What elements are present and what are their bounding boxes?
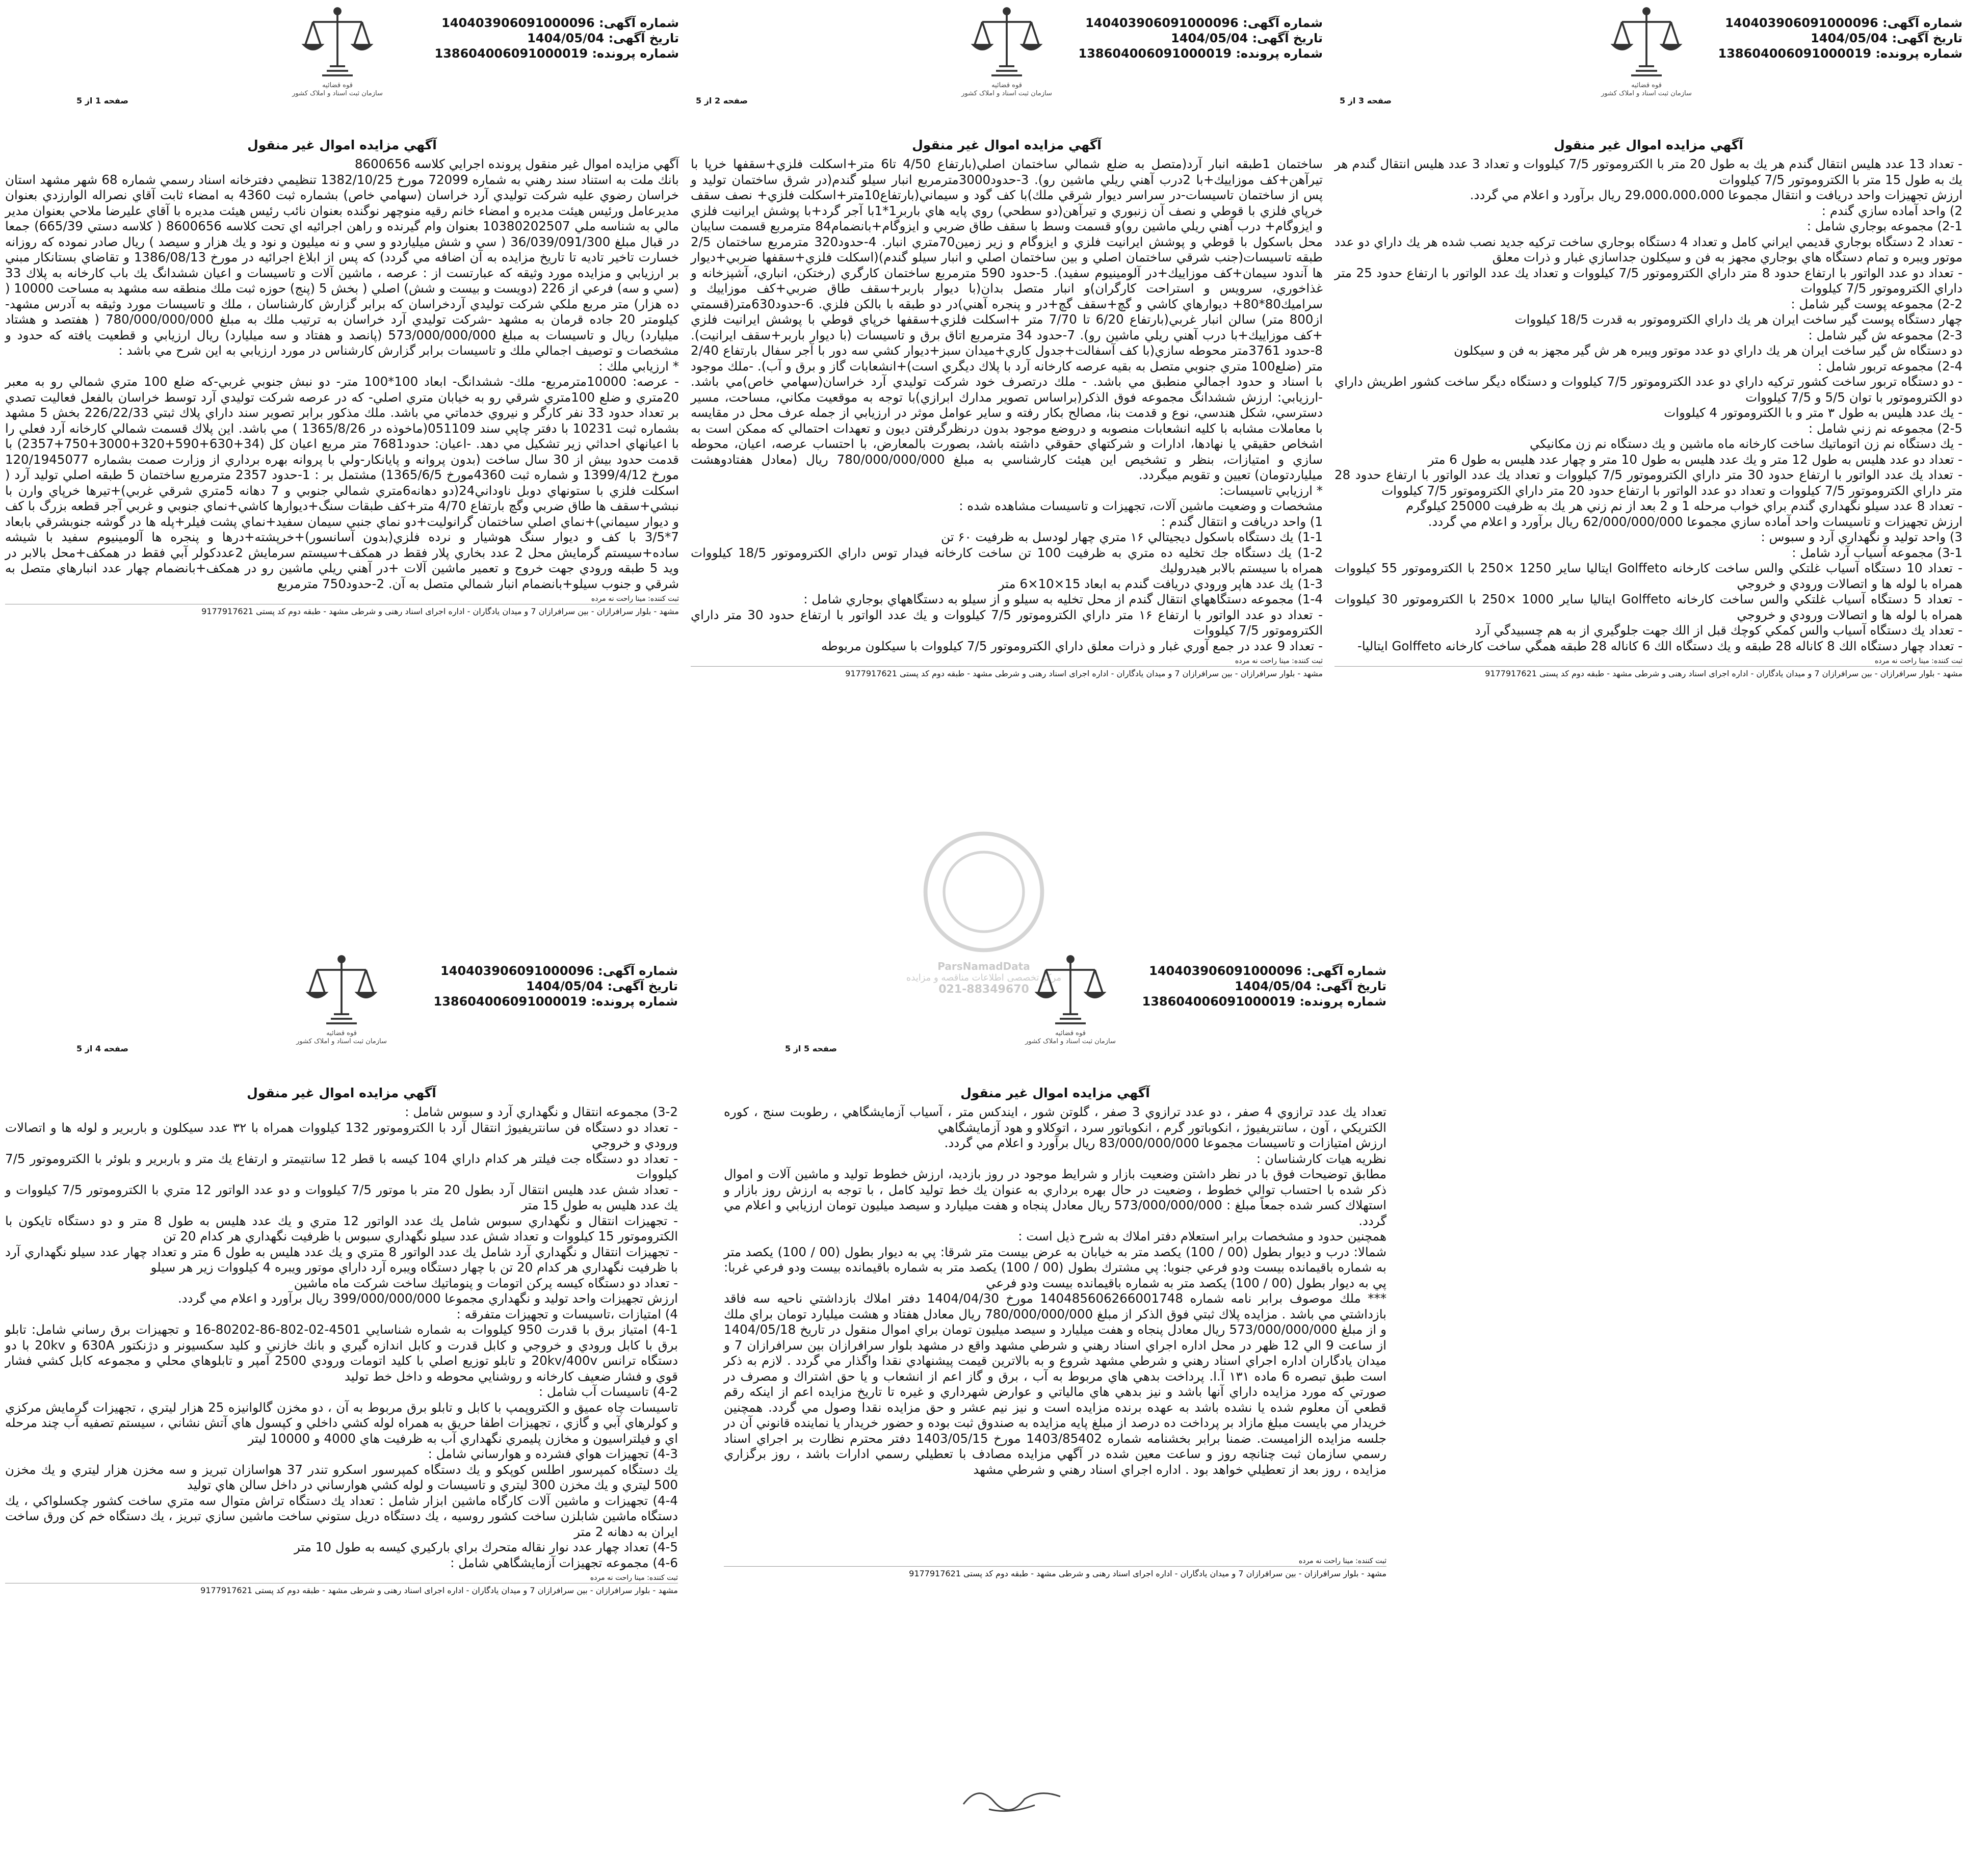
page-number: صفحه 5 از 5 — [785, 1044, 837, 1053]
ad-date: 1404/05/04 — [1235, 979, 1312, 993]
page-header — [691, 5, 1323, 138]
org-caption: سازمان ثبت اسناد و املاک کشور — [296, 1038, 387, 1045]
case-number: 138604006091000019 — [1718, 46, 1872, 61]
registrar-line: ثبت کننده: مینا راحت نه مرده — [590, 1574, 678, 1582]
page-body: - تعداد 13 عدد هليس انتقال گندم هر يك به طول 20 متر با الكتروموتور 7/5 كيلووات و تعداد 3 عدد هليس انتقال گندم هر يك به طول 15 متر با الكتروموتور 7/5 كيلووات ارزش تجهيزات واحد دريافت و انتقال مجموعا 29،000،000،000 ريال برآورد و اعلام مي گردد. 2) واحد آماده سازي گندم : 2-1) مجموعه بوجاري شامل : - تعداد 2 دستگاه بوجاري قديمي ايراني كامل و تعداد 4 دستگاه بوجاري ساخت تركيه جديد نصب شده هر يك داراي دو عدد موتور ويبره و تمام دستگاه هاي بوجاري مجهز به فن و سيكلون جداسازي غبار و ذرات معلق - تعداد دو عدد الواتور با ارتفاع حدود 8 متر داراي الكتروموتور 7/5 كيلووات و تعداد يك عدد الواتور با ارتفاع حدود 25 متر داراي الكتروموتور 7/5 كيلووات 2-2) مجموعه پوست گير شامل : چهار دستگاه پوست گير ساخت ايران هر يك داراي الكتروموتور به قدرت 18/5 كيلووات 2-3) مجموعه ش گير شامل : دو دستگاه ش گير ساخت ايران هر يك داراي دو عدد موتور ويبره هر ش گير مجهز به فن و سيكلون 2-4) مجموعه تربور شامل : - دو دستگاه تربور ساخت كشور تركيه داراي دو عدد الكتروموتور 7/5 كيلووات و دستگاه ديگر ساخت كشور اطريش داراي دو الكتروموتور با توان 5/5 و 7/5 كيلووات - يك عدد هليس به طول ۳ متر و با الكتروموتور 4 كيلووات 2-5) مجموعه نم زني شامل : - يك دستگاه نم زن اتوماتيك ساخت كارخانه ماه ماشين و يك دستگاه نم زن مكانيكي - تعداد دو عدد هليس به طول 12 متر و يك عدد هليس به طول 10 متر و چهار عدد هليس به طول 6 متر - تعداد يك عدد الواتور با ارتفاع حدود 30 متر داراي الكتروموتور 7/5 كيلووات و تعداد يك عدد الواتور با ارتفاع حدود 28 متر داراي الكتروموتور 7/5 كيلووات و تعداد دو عدد الواتور با ارتفاع حدود 20 متر داراي الكتروموتور 7/5 كيلووات - تعداد 8 عدد سيلو نگهداري گندم براي خواب مرحله 1 و 2 بعد از نم زني هر يك به ظرفيت 25000 كيلوگرم ارزش تجهيزات و تاسيسات واحد آماده سازي مجموعا 62/000/000/000 ريال برآورد و اعلام مي گردد. 3) واحد توليد و نگهداري آرد و سبوس : 3-1) مجموعه آسياب آرد شامل : - تعداد 10 دستگاه آسياب غلتكي والس ساخت كارخانه Golffeto ايتاليا ساير 1250 ×250 با الكتروموتور 55 كيلووات همراه با لوله ها و اتصالات ورودي و خروجي - تعداد 5 دستگاه آسياب غلتكي والس ساخت كارخانه Golffeto ايتاليا ساير 1000 ×250 با الكتروموتور 30 كيلووات همراه با لوله ها و اتصالات ورودي و خروجي - تعداد يك دستگاه آسياب والس كمكي كوچك قبل از الك جهت جلوگيري از به هم چسبيدگي آرد - تعداد چهار دستگاه الك 8 كاناله 28 طبقه و يك دستگاه الك 6 كاناله 28 طبقه همگي ساخت كارخانه Golffeto ايتاليا- — [1334, 156, 1963, 653]
watermark-seal-icon — [918, 826, 1050, 958]
case-number: 138604006091000019 — [1078, 46, 1232, 61]
signature-icon — [958, 1774, 1070, 1819]
page-body: آگهي مزايده اموال غير منقول پرونده اجرايي كلاسه 8600656 بانك ملت به استناد سند رهني به شماره 72099 مورخ 1382/10/25 تنظيمي دفترخانه اسناد رسمي شماره 68 شهر مشهد استان خراسان رضوي عليه شركت توليدي آرد خراسان (سهامي خاص) بشماره ثبت 4360 به امضاء ثابت آقاي نصراله الوارزدي بعنوان مديرعامل ورئيس هيئت مديره و امضاء خانم رقيه منوچهر نوگنده بعنوان نائب رئيس هيئت مديره با آقاي عليرضا ملاحي بعنوان مدير مالي به شناسه ملي 10380202507 بعنوان وام گيرنده و راهن اجرائيه اي تحت كلاسه 8600656 ( كلاسه دستي 665/39) جمعا در قبال مبلغ 36/039/091/300 ( سي و شش ميلياردو و سي و نه ميليون و نود و يك هزار و سيصد ) ريال صادر نموده كه روزانه خسارت تاخير تاديه تا تاريخ مزايده به آن اضافه مي گردد) كه پس از ابلاغ اجرائيه در مورخ 1386/08/13 و تقاضاي بستانكار مبني بر ارزيابي و مزايده مورد وثيقه كه عبارتست از : عرصه ، ماشين آلات و تاسيسات و اعيان ششدانگ يك باب كارخانه به پلاك 33 (سي و سه) فرعي از 226 (دويست و بيست و شش) اصلي ( بخش 5 (پنج) حوزه ثبت ملك منطقه سه مشهد به مساحت 10000 ( ده هزار) متر مربع ملكي شركت توليدي آردخراسان كه برابر گزارش كارشناسان ، ملك و تاسيسات مورد وثيقه به آدرس مشهد-كيلومتر 20 جاده قرمان به مشهد -شركت توليدي آرد خراسان به ترتيب ملك به مبلغ 780/000/000/000 ( هفتصد و هشتاد ميليارد) ريال و تاسيسات به مبلغ 573/000/000/000 (پانصد و هفتاد و سه ميليارد) ريال ارزيابي و قطعيت يافته كه حدود و مشخصات و توصيف اجمالي ملك و تاسيسات برابر گزارش كارشناس در مورد ارزيابي به اين شرح مي باشد : * ارزيابي ملك : - عرصه: 10000مترمربع- ملك- ششدانگ- ابعاد 100*100 متر- دو نبش جنوبي غربي-كه ضلع 100 متري شمالي رو به معبر 20متري و ضلع 100متري شرقي رو به خيابان متري اصلي- كه در عرصه شركت توليدي آرد توسط خراسان بالفعل فعاليت تصدي بر تعداد حدود 33 نفر كارگر و نيروي خدماتي مي باشد. ملك مذكور برابر تصوير سند داراي پلاك ثبتي 226/22/33 بخش 5 مشهد بشماره ثبت 10231 با دفتر چاپي سند 051109(ماخوذه در 1365/8/26 ) مي باشد. اين پلاك قسمت شمالي كارخانه آرد فعلي را با اعيانهاي احداثي زير تشكيل مي دهد. -اعيان: حدود7681 متر مربع اعيان كل (34+630+590+320+3000+750+2357) با قدمت حدود بيش از 30 سال ساخت (بدون پروانه و پايانكار-ولي با پروانه بهره برداري از وزارت صمت بشماره 120/1945077 مورخ 1399/4/12 و شماره ثبت 4360مورخ 1365/6/5) مشتمل بر : 1-حدود 2357 مترمربع ساختمان 5 طبقه اصلي توليد آرد ( اسكلت فلزي با ستونهاي دوبل ناوداني24(دو دهانه6متري شمالي جنوبي و 7 دهانه 5متري شرقي غربي)+تيرها خرپاي وارن با نبشي+سقف ها طاق ضربي وگچ بارتفاع 4/70 متر+كف طبقات سنگ+ديوارها كاشي+نماي جنوبي و غربي آجر قطعه بزرگ با كف و ديوار سيماني)+نماي اصلي ساختمان گرانوليت+دو نماي جنبي سيمان سفيد+نماي پشت فيلر+پله ها در گوشه جنوبشرقي بابعاد 7*3/5 با كف و ديوار سنگ هوشيار و نرده فلزي(بدون آسانسور)+خرپشته+درها و پنجره ها آلومينيوم سفيد با شيشه ساده+سيستم گرمايش محل 2 عدد بخاري پلار فقط در همكف+سيستم سرمايش 2عددكولر آبي فقط در همكف+محل بالابر در ويد 5 طبقه ورودي جهت خروج و تعمير ماشين آلات +در آهني ريلي ماشين رو در همكف+بانضمام چهار عدد انبارهاي متصل به شرقي و جنوب سيلو+بانضمام انبار شمالي متصل به آن. 2-حدود750 مترمربع — [5, 156, 679, 591]
page-header — [1334, 5, 1962, 138]
ad-number: 140403906091000096 — [440, 964, 594, 978]
judiciary-emblem — [956, 5, 1058, 112]
page-footer: مشهد - بلوار سرافرازان - بین سرافرازان 7 و میدان یادگاران - اداره اجرای اسناد رهنی و شرطی مشهد - طبقه دوم کد پستی 9177917621 — [1334, 666, 1962, 678]
page-number: صفحه 2 از 5 — [696, 96, 748, 105]
judiciary-emblem — [286, 5, 388, 112]
page-header — [5, 953, 678, 1086]
page-footer: مشهد - بلوار سرافرازان - بین سرافرازان 7 و میدان یادگاران - اداره اجرای اسناد رهنی و شرطی مشهد - طبقه دوم کد پستی 9177917621 — [724, 1566, 1386, 1578]
ad-meta: شماره آگهی: 140403906091000096 تاریخ آگهی: 1404/05/04 شماره پرونده: 138604006091000019 — [1718, 16, 1962, 61]
registrar-line: ثبت کننده: مینا راحت نه مرده — [1298, 1557, 1386, 1565]
ad-meta: شماره آگهی: 140403906091000096 تاریخ آگهی: 1404/05/04 شماره پرونده: 138604006091000019 — [1078, 16, 1323, 61]
scales-of-justice-icon — [1608, 5, 1685, 82]
case-number: 138604006091000019 — [434, 46, 588, 61]
page-3-panel — [1334, 5, 1962, 912]
page-number: صفحه 3 از 5 — [1340, 96, 1392, 105]
page-number: صفحه 4 از 5 — [76, 1044, 128, 1053]
ad-meta: شماره آگهی: 140403906091000096 تاریخ آگهی: 1404/05/04 شماره پرونده: 138604006091000019 — [434, 16, 679, 61]
page-2-panel — [691, 5, 1323, 912]
scales-of-justice-icon — [299, 5, 376, 82]
judiciary-emblem — [1595, 5, 1697, 112]
org-caption: سازمان ثبت اسناد و املاک کشور — [961, 90, 1052, 97]
org-caption: سازمان ثبت اسناد و املاک کشور — [292, 90, 383, 97]
scales-of-justice-icon — [303, 953, 380, 1029]
ad-date: 1404/05/04 — [1811, 31, 1888, 45]
ad-number: 140403906091000096 — [1085, 16, 1239, 30]
watermark — [887, 826, 1081, 1029]
ad-meta: شماره آگهی: 140403906091000096 تاریخ آگهی: 1404/05/04 شماره پرونده: 138604006091000019 — [1142, 964, 1386, 1009]
registrar-line: ثبت کننده: مینا راحت نه مرده — [1235, 657, 1323, 665]
scales-of-justice-icon — [969, 5, 1045, 82]
registrar-line: ثبت کننده: مینا راحت نه مرده — [1874, 657, 1962, 665]
page-footer: مشهد - بلوار سرافرازان - بین سرافرازان 7 و میدان یادگاران - اداره اجرای اسناد رهنی و شرطی مشهد - طبقه دوم کد پستی 9177917621 — [5, 604, 679, 616]
judiciary-label: قوه قضائیه — [1055, 1029, 1086, 1037]
page-title: آگهي مزايده اموال غير منقول — [912, 138, 1102, 152]
watermark-phone: 021-88349670 — [938, 983, 1029, 996]
page-title: آگهي مزايده اموال غير منقول — [960, 1086, 1150, 1100]
ad-number: 140403906091000096 — [1149, 964, 1302, 978]
judiciary-label: قوه قضائیه — [991, 82, 1022, 89]
org-caption: سازمان ثبت اسناد و املاک کشور — [1025, 1038, 1116, 1045]
judiciary-label: قوه قضائیه — [322, 82, 353, 89]
judiciary-label: قوه قضائیه — [1631, 82, 1662, 89]
page-title: آگهي مزايده اموال غير منقول — [1554, 138, 1743, 152]
page-footer: مشهد - بلوار سرافرازان - بین سرافرازان 7 و میدان یادگاران - اداره اجرای اسناد رهنی و شرطی مشهد - طبقه دوم کد پستی 9177917621 — [5, 1583, 678, 1595]
case-number: 138604006091000019 — [433, 994, 587, 1009]
page-body: ساختمان 1طبقه انبار آرد(متصل به ضلع شمالي ساختمان اصلي(بارتفاع 4/50 تا6 متر+اسكلت فلزي+سقفها خرپا با تيرآهن+كف موزاييك+با 2درب آهني ريلي ماشين رو). 3-حدود3000مترمربع انبار سيلو گندم(در شرق ساختمان توليد و پس از ساختمان تاسيسات-در سراسر ديوار شرقي ملك)با كف گود و سيماني(بارتفاع10متر+اسكلت فلزي+ نصف سقف خرپاي فلزي با قوطي و نصف آن زنبوري و تيرآهن(دو سطحي) روي پايه هاي باربر1*1با آجر گرد+با پوشش ايرانيت فلزي و ايزوگام+ درب آهني ريلي ماشين رو)و قسمت وسط با سقف طاق ضربي و ايزوگام+بانضمام84 مترمربع قسمت سايبان محل باسكول با قوطي و پوشش ايرانيت فلزي و ايزوگام و زير زمين70متري انبار. 4-حدود320 مترمربع ساختمان 2/5 طبقه تاسيسات(جنب شرقي ساختمان اصلي و بين ساختمان اصلي و انبار سيلو گندم)(اسكلت فلزي+سقفها ضربي+ديوار ها آندود سيمان+كف موزاييك+در آلومينيوم سفيد). 5-حدود 590 مترمربع ساختمان كارگري (رختكن، انباري، آشپزخانه و غذاخوري، سرويس و استراحت كارگران)و انبار متصل بدان(با ديوار باربر+سقف طاق ضربي+كف موزاييك و سراميك80*80+ ديوارهاي كاشي و گچ+سقف گچ+در و پنجره آهني)در دو طبقه با بالكن فلزي. 6-حدود630متر(قسمتي از800 متر) سالن انبار غربي(بارتفاع 6/20 تا 7/70 متر +اسكلت فلزي+سقفها خرپاي قوطي با پوشش ايرانيت فلزي +كف موزاييك+با درب آهني ريلي ماشين رو). 7-حدود 34 مترمربع اتاق برق و تاسيسات (با ديوار باربر+سقف ايرانيت). 8-حدود 3761متر محوطه سازي(با كف آسفالت+جدول كاري+ميدان سبز+ديوار كشي سه دور با آجر سفال بارتفاع 2/40 متر (ضلع100 متري جنوبي متصل به بقيه عرصه كارخانه آرد با پلاك ديگري است)+انشعابات گاز و برق و آب). -ملك موجود با اسناد و حدود اجمالي منطبق مي باشد. - ملك درتصرف خود شركت توليدي آرد خراسان(سهامي خاص)مي باشد. -ارزيابي: ارزش ششدانگ مجموعه فوق الذكر(براساس تصوير مدارك ابرازي)با توجه به موقعيت مكاني، مساحت، مسير دسترسي، شكل هندسي، نوع و قدمت بنا، مصالح بكار رفته و ساير عوامل موثر در ارزيابي از جمله عرف محل در مقايسه با معاملات مشابه با كليه انشعابات منصوبه و دروضع موجود بدون درنظرگرفتن ديون و تعهدات احتمالي كه ممكن است به اشخاص حقيقي يا نهادها، ادارات و شركتهاي حقوقي داشته باشد، بصورت بالمعارض، با احتساب عرصه، اعيان، محوطه سازي و امتيازات، بنظر و تشخيص اين هيئت كارشناسي به مبلغ 780/000/000/000 ريال (معادل هفتادوهشت ميلياردتومان) تعيين و تقويم ميگردد. * ارزيابي تاسيسات: مشخصات و وضعيت ماشين آلات، تجهيزات و تاسيسات مشاهده شده : 1) واحد دريافت و انتقال گندم : 1-1) يك دستگاه باسكول ديجيتالي ۱۶ متري چهار لودسل به ظرفيت ۶۰ تن 1-2) يك دستگاه جك تخليه ده متري به ظرفيت 100 تن ساخت كارخانه فيدار توس داراي الكتروموتور 18/5 كيلووات همراه با سيستم بالابر هيدروليك 1-3) يك عدد هاپر ورودي دريافت گندم به ابعاد 15×10×6 متر 1-4) مجموعه دستگاههاي انتقال گندم از محل تخليه به سيلو و از سيلو به دستگاههاي بوجاري شامل : - تعداد دو عدد الواتور با ارتفاع ۱۶ متر داراي الكتروموتور 7/5 كيلووات و يك عدد الواتور با ارتفاع حدود 30 متر داراي الكتروموتور 7/5 كيلووات - تعداد 9 عدد در جمع آوري غبار و ذرات معلق داراي الكتروموتور 7/5 كيلووات با سيكلون مربوطه — [691, 156, 1323, 653]
page-title: آگهي مزايده اموال غير منقول — [247, 138, 437, 152]
watermark-site: ParsNamadData — [937, 960, 1030, 972]
ad-date: 1404/05/04 — [1171, 31, 1248, 45]
ad-number: 140403906091000096 — [1725, 16, 1878, 30]
ad-date: 1404/05/04 — [527, 31, 605, 45]
case-number: 138604006091000019 — [1142, 994, 1296, 1009]
page-body: تعداد يك عدد ترازوي 4 صفر ، دو عدد ترازوي 3 صفر ، گلوتن شور ، ايندكس متر ، آسياب آزمايشگاهي ، رطوبت سنج ، كوره الكتريكي ، آون ، سانتريفيوژ ، انكوباتور گرم ، انكوباتور سرد ، اتوكلاو و هود آزمايشگاهي ارزش امتيازات و تاسيسات مجموعا 83/000/000/000 ريال برآورد و اعلام مي گردد. نظريه هيات كارشناسان : مطابق توضيحات فوق با در نظر داشتن وضعيت بازار و شرايط موجود در روز بازديد، ارزش خطوط توليد و ماشين آلات و اموال ذكر شده با احتساب توالي خطوط ، وضعيت در حال بهره برداري به عنوان يك خط توليد كامل ، با توجه به ارزش روز بازار و استهلاك كسر شده جمعاً مبلغ : 573/000/000/000 ريال معادل پنجاه و هفت ميليارد و سيصد ميليون تومان ارزيابي و اعلام مي گردد. همچنين حدود و مشخصات برابر استعلام دفتر املاك به شرح ذيل است : شمالا: درب و ديوار بطول (00 / 100) يكصد متر به خيابان به عرض بيست متر شرقا: پي به ديوار بطول (00 / 100) يكصد متر به شماره باقيمانده بيست ودو فرعي جنوبا: پي مشترك بطول (00 / 100) يكصد متر به شماره باقيمانده بيست ودو فرعي غربا: پي به ديوار بطول (00 / 100) يكصد متر به شماره باقيمانده بيست ودو فرعي *** ملك موصوف برابر نامه شماره 140485606266001748 مورخ 1404/04/30 دفتر املاك بازداشتي ناحيه سه فاقد بازداشتي مي باشد . مزايده پلاك ثبتي فوق الذكر از مبلغ 780/000/000/000 ريال معادل هفتاد و هشت ميليارد تومان براي ملك و از مبلغ 573/000/000/000 ريال معادل پنجاه و هفت ميليارد و سيصد ميليون تومان براي اموال منقول در تاريخ 1404/05/18 از ساعت 9 الي 12 ظهر در محل اداره اجراي اسناد رهني و شرطي مشهد واقع در مشهد بلوار سرافرازان بين سرافرازان 7 و ميدان يادگاران اداره اجراي اسناد رهني و شرطي مشهد شروع و به بالاترين قيمت پيشنهادي نقدا واگذار مي گردد . لازم به ذكر است طبق تبصره 6 ماده ۱۳۱ آ.ا. پرداخت بدهي هاي مربوط به آب ، برق و گاز اعم از انشعاب و يا حق اشتراك و مصرف در صورتي كه مورد مزايده داراي آنها باشد و نيز بدهي هاي مالياتي و عوارض شهرداري و غيره تا تاريخ مزايده اعم از اينكه رقم قطعي آن معلوم شده يا نشده باشد به عهده برنده مزايده است و نيز نيم عشر و حق مزايده نقدا وصول مي گردد. همچنين خريدار مي بايست مبلغ مازاد بر پرداخت ده درصد از مبلغ پايه مزايده به صندوق ثبت بوده و حضور خريدار يا نماينده قانوني آن در جلسه مزايده الزاميست. ضمنا برابر بخشنامه شماره 1403/85402 مورخ 1403/05/15 دفتر محترم نظارت بر اجراي اسناد رسمي سازمان ثبت چنانچه روز و ساعت معين شده در آگهي مزايده مصادف با تعطيلي رسمي ادارات باشد ، روز برگزاري مزايده ، روز بعد از تعطيلي خواهد بود . اداره اجراي اسناد رهني و شرطي مشهد — [724, 1104, 1386, 1477]
page-number: صفحه 1 از 5 — [76, 96, 128, 105]
page-footer: مشهد - بلوار سرافرازان - بین سرافرازان 7 و میدان یادگاران - اداره اجرای اسناد رهنی و شرطی مشهد - طبقه دوم کد پستی 9177917621 — [691, 666, 1323, 678]
judiciary-emblem — [291, 953, 392, 1060]
ad-date: 1404/05/04 — [526, 979, 604, 993]
page-title: آگهي مزايده اموال غير منقول — [247, 1086, 436, 1100]
signature-mark — [958, 1774, 1070, 1821]
ad-number: 140403906091000096 — [441, 16, 595, 30]
page-5-panel — [724, 953, 1386, 1870]
page-body: 3-2) مجموعه انتقال و نگهداري آرد و سبوس شامل : - تعداد دو دستگاه فن سانتريفيوژ انتقال آرد با الكتروموتور 132 كيلووات همراه با ۳۲ عدد سيكلون و باربرير و لوله ها و اتصالات ورودي و خروجي - تعداد دو دستگاه جت فيلتر هر كدام داراي 104 كيسه با قطر 12 سانتيمتر و ارتفاع يك متر و باربرير و بلوئر با الكتروموتور 7/5 كيلووات - تعداد شش عدد هليس انتقال آرد بطول 20 متر با موتور 7/5 كيلووات و دو عدد الواتور 12 متري با الكتروموتور 7/5 كيلووات و يك عدد هليس به طول 15 متر - تجهيزات انتقال و نگهداري سبوس شامل يك عدد الواتور 12 متري و يك عدد هليس به طول 8 متر و دو دستگاه تايكون با الكتروموتور 15 كيلووات و تعداد شش عدد سيلو نگهداري سبوس با ظرفيت نگهداري هر كدام 20 تن - تجهيزات انتقال و نگهداري آرد شامل يك عدد الواتور 8 متري و يك عدد هليس به طول 6 متر و تعداد چهار عدد سيلو نگهداري آرد با ظرفيت نگهداري هر كدام 20 تن با چهار دستگاه ويبره آرد داراي موتور ويبره 4 كيلووات زير هر سيلو - تعداد دو دستگاه كيسه پركن اتومات و پنوماتيك ساخت شركت ماه ماشين ارزش تجهيزات واحد توليد و نگهداري مجموعا 399/000/000/000 ريال برآورد و اعلام مي گردد. 4) امتيازات ،تاسيسات و تجهيزات متفرقه : 4-1) امتياز برق با قدرت 950 كيلووات به شماره شناسايي 4501-02-802-86-80202-16 و تجهيزات برق رساني شامل: تابلو برق با كابل ورودي و خروجي و كابل قدرت و كابل اندازه گيري و بانك خازني و كليد سكسيونر و دژنكتور 630A و 20kv با دو دستگاه ترانس 20kv/400v و تابلو توزيع اصلي با كليد اتومات ورودي 2500 آمپر و تابلوهاي محلي و مجموعه كابل كشي فشار قوي و فشار ضعيف كارخانه و روشنايي محوطه و داخل خط توليد 4-2) تاسيسات آب شامل : تاسيسات چاه عميق و الكتروپمپ با كابل و تابلو برق مربوط به آن ، دو مخزن گالوانيزه 25 هزار ليتري ، تجهيزات گرمايش مركزي و كولرهاي آبي و گازي ، تجهيزات اطفا حريق به همراه لوله كشي داخلي و كپسول هاي آتش نشاني ، سيستم تصفيه آب چند مرحله اي و فيلتراسيون و مخازن پليمري نگهداري آب به ظرفيت هاي 4000 و 10000 ليتر 4-3) تجهيزات هواي فشرده و هوارساني شامل : يك دستگاه كمپرسور اطلس كوپكو و يك دستگاه كمپرسور اسكرو تندر 37 هواسازان تبريز و سه مخزن هزار ليتري و يك مخزن 500 ليتري و يك مخزن 300 ليتري و تاسيسات و لوله كشي هوارساني در داخل سالن هاي توليد 4-4) تجهيزات و ماشين آلات كارگاه ماشين ابزار شامل : تعداد يك دستگاه تراش متوال سه متري ساخت كشور چكسلواكي ، يك دستگاه ماشين شابلزن ساخت كشور روسيه ، يك دستگاه دريل ستوني ساخت ماشين سازي تبريز ، يك دستگاه خم كن ورق ساخت ايران به دهانه 2 متر 4-5) تعداد چهار عدد نوار نقاله متحرك براي باركيري كيسه به طول 10 متر 4-6) مجموعه تجهيزات آزمايشگاهي شامل : — [5, 1104, 678, 1570]
org-caption: سازمان ثبت اسناد و املاک کشور — [1601, 90, 1692, 97]
page-1-panel — [5, 5, 679, 912]
ad-meta: شماره آگهی: 140403906091000096 تاریخ آگهی: 1404/05/04 شماره پرونده: 138604006091000019 — [433, 964, 678, 1009]
judiciary-label: قوه قضائیه — [326, 1029, 357, 1037]
registrar-line: ثبت کننده: مینا راحت نه مرده — [591, 595, 679, 603]
watermark-caption: مرکز تخصصی اطلاعات مناقصه و مزایده — [906, 972, 1062, 983]
page-header — [5, 5, 679, 138]
page-4-panel — [5, 953, 678, 1870]
